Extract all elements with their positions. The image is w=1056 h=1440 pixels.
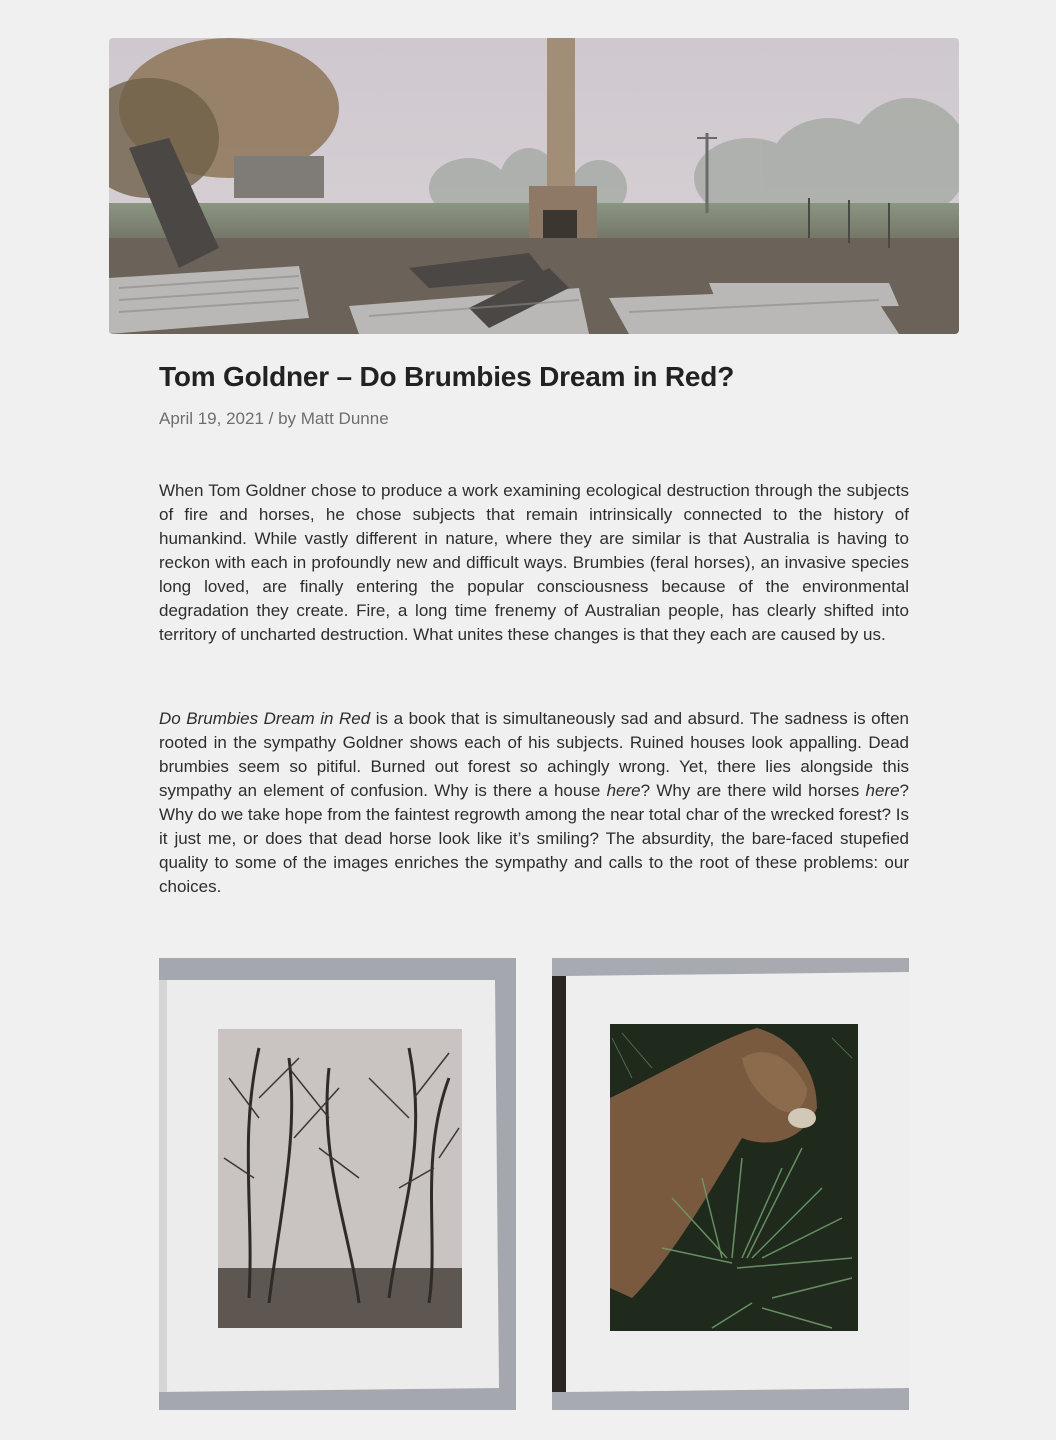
book-spread-forest-image <box>159 958 516 1410</box>
article-title: Tom Goldner – Do Brumbies Dream in Red? <box>159 361 735 392</box>
article-author[interactable]: Matt Dunne <box>300 409 389 428</box>
emphasis-here: here <box>606 781 641 800</box>
article-date[interactable]: April 19, 2021 <box>159 409 264 428</box>
paragraph-text: is a book that is simultaneously sad and absurd. The sadness is often rooted in the sympathy Goldner shows each of his subjects. Ruined houses look appalling. Dead brumbies seem so pitiful. Burned out forest so achingly wrong. Yet, there lies alongside this sympathy an element of confusion. Why is there a house <box>159 709 909 800</box>
emphasis-here: here <box>865 781 900 800</box>
article-meta <box>159 407 389 431</box>
body-paragraph-1: When Tom Goldner chose to produce a work examining ecological destruction through the subjects of fire and horses, he chose subjects that remain intrinsically connected to the history of humankind. While vastly different in nature, where they are similar is that Australia is having to reckon with each in profoundly new and difficult ways. Brumbies (feral horses), an invasive species long loved, are finally entering the popular consciousness because of the environmental degradation they create. Fire, a long time frenemy of Australian people, has clearly shifted into territory of uncharted destruction. What unites these changes is that they each are caused by us. <box>159 481 909 644</box>
paragraph-text: ? Why are there wild horses <box>640 781 866 800</box>
hero-image <box>109 38 959 334</box>
meta-separator: / by <box>263 409 301 428</box>
paragraph-text: ? Why do we take hope from the faintest regrowth among the near total char of the wrecked forest? Is it just me, or does that dead horse look like it’s smiling? The absurdity, the bare-faced stupefied quality to some of the images enriches the sympathy and calls to the root of these problems: our choices. <box>159 781 909 896</box>
book-title: Do Brumbies Dream in Red <box>159 709 371 728</box>
body-paragraph-2 <box>159 707 909 899</box>
book-spread-horse-image <box>552 958 909 1410</box>
